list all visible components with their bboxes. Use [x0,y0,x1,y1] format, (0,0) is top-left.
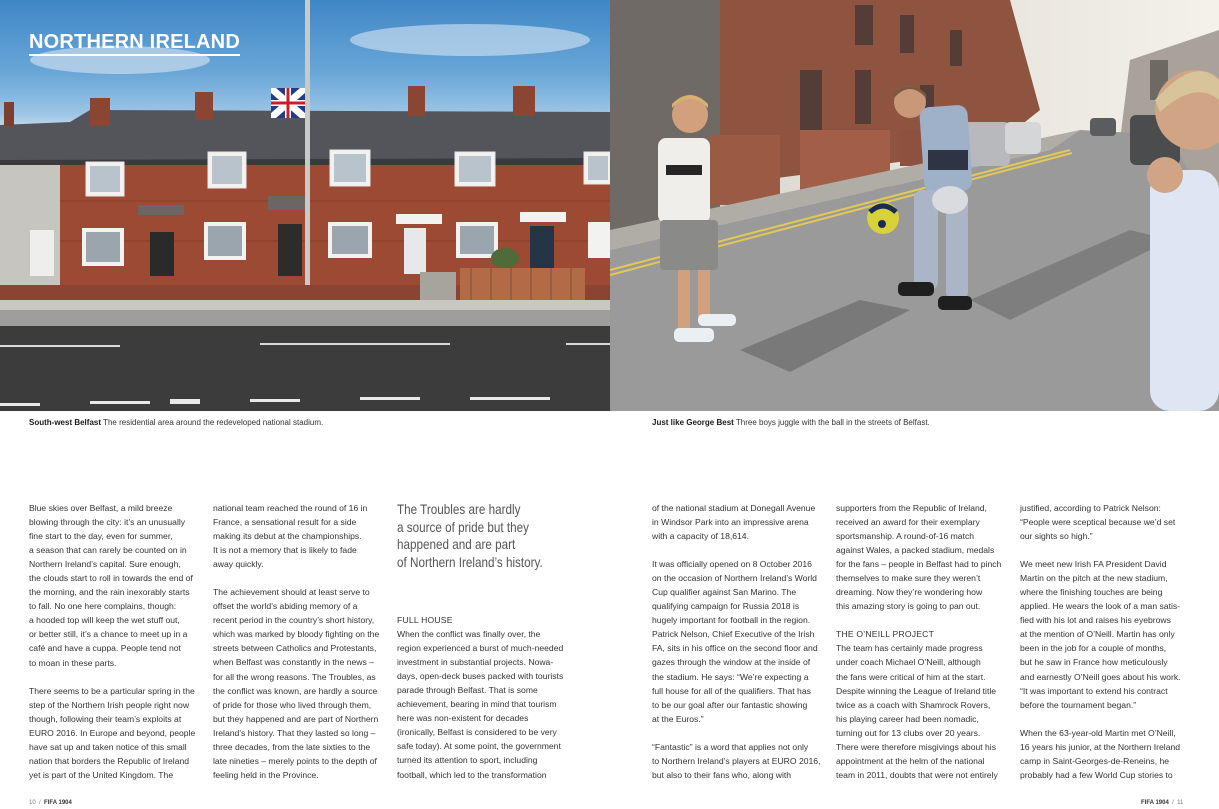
text-line: FA, sits in his office on the second floor and [652,643,818,654]
caption-left [29,417,323,428]
folio-separator-left: / [39,800,41,806]
text-line: Patrick Nelson, Chief Executive of the Irish [652,629,815,640]
text-line: on the occasion of Northern Ireland’s World [652,573,817,584]
subheading: FULL HOUSE [397,615,453,625]
text-line: fied with his lot and raises his eyebrows [1020,615,1171,626]
text-line: twice as a coach with Shamrock Rovers, [836,699,991,710]
text-line: The team has certainly made progress [836,643,983,654]
text-line: our sights so high.” [1020,531,1093,542]
paragraph [397,627,569,782]
paragraph-gap [836,613,1008,627]
text-line: here was non-existent for decades [397,713,529,724]
text-line: before the tournament began.” [1020,699,1137,710]
text-column-5 [836,501,1008,782]
text-line: have sat up and taken notice of this small [29,741,187,752]
paragraph-gap [1020,712,1192,726]
text-line: offset the world’s abiding memory of a [213,601,358,612]
text-line: full house for all of the qualifiers. That has [652,685,811,696]
text-line: this amazing story is going to pan out. [836,601,981,612]
text-line: Martin on the pitch at the new stadium, [1020,573,1168,584]
text-line: the fans were critical of him at the start. [836,671,986,682]
text-line: “It was important to extend his contract [1020,685,1168,696]
text-line: safe today). At some point, the government [397,741,561,752]
text-column-1 [29,501,201,782]
text-line: the clouds start to roll in towards the end of [29,573,193,584]
text-line: (ironically, Belfast is considered to be very [397,727,557,738]
text-line: It was officially opened on 8 October 2016 [652,559,812,570]
paragraph [652,740,824,782]
text-line: team in 2011, doubts that were not entirely [836,769,998,780]
text-line: sportsmanship. A round-of-16 match [836,531,975,542]
text-line: to Northern Ireland’s players at EURO 2016, [652,755,821,766]
paragraph-gap [652,726,824,740]
paragraph [29,501,201,670]
text-line: supporters from the Republic of Ireland, [836,503,987,513]
text-line: days, open-deck buses packed with tourists [397,671,564,682]
text-line: of pride for those who lived through them, [213,699,372,710]
subheading: THE O’NEILL PROJECT [836,629,935,640]
text-line: qualifying campaign for Russia 2018 is [652,601,800,612]
text-line: hugely important for football in the region. [652,615,811,626]
street-football-illustration [610,0,1219,411]
page-number-right: 11 [1177,800,1184,806]
text-line: There seems to be a particular spring in the [29,685,195,696]
text-line: 16 years his junior, at the Northern Ireland [1020,741,1181,752]
paragraph-gap [652,543,824,557]
paragraph-gap [29,670,201,684]
text-column-6 [1020,501,1192,782]
text-line: under coach Michael O’Neill, although [836,657,981,668]
text-line: achievement, bearing in mind that tourism [397,699,557,710]
text-column-4 [652,501,824,782]
text-line: When the 63-year-old Martin met O’Neill, [1020,727,1176,738]
text-line: region experienced a burst of much-needed [397,643,564,654]
text-line: themselves to make sure they weren’t [836,573,981,584]
text-line: making its debut at the championships. [213,531,362,542]
folio-right [1141,800,1183,806]
caption-right [652,417,930,428]
pull-quote-line: The Troubles are hardly [397,502,521,517]
text-line: applied. He wears the look of a man satis- [1020,601,1181,612]
caption-left-title: South-west Belfast [29,418,102,427]
text-line: Blue skies over Belfast, a mild breeze [29,503,173,513]
paragraph [652,501,824,543]
text-line: step of the Northern Irish people right now [29,699,190,710]
pull-quote-line: a source of pride but they [397,519,529,535]
text-line: national team reached the round of 16 in [213,503,368,513]
caption-right-title: Just like George Best [652,418,734,427]
folio-left [29,800,72,806]
paragraph [836,501,1008,613]
pull-quote [397,501,569,571]
football-icon [867,202,899,234]
text-line: away quickly. [213,559,264,570]
paragraph [652,557,824,726]
boy-right [1147,70,1219,411]
paragraph-gap [213,571,385,585]
text-line: against Wales, a packed stadium, medals [836,545,995,556]
text-line: nation that borders the Republic of Ireland [29,755,190,766]
paragraph [1020,501,1192,543]
text-line: to moan in these parts. [29,657,117,668]
text-line: feeling held in the Province. [213,769,319,780]
publication-name-right: FIFA 1904 [1141,800,1169,806]
publication-name-left: FIFA 1904 [44,800,72,806]
text-line: camp in Saint-Georges-de-Reneins, he [1020,755,1170,766]
text-line: to fall. No one here complains, though: [29,601,177,612]
text-line: yet is part of the United Kingdom. The [29,769,174,780]
text-line: EURO 2016. In Europe and beyond, people [29,727,196,738]
text-line: but they happened and are part of Northern [213,713,379,724]
paragraph [29,684,201,782]
text-line: where the finishing touches are being [1020,587,1163,598]
text-line: and earnestly O’Neill goes about his work. [1020,671,1181,682]
text-line: justified, according to Patrick Nelson: [1020,503,1161,513]
text-line: Despite winning the League of Ireland title [836,685,997,696]
text-line: three decades, from the late sixties to the [213,741,371,752]
text-line: The achievement should at least serve to [213,587,370,598]
text-line: but he saw in France how meticulously [1020,657,1168,668]
text-line: recent period in the country’s short history, [213,615,375,626]
text-line: a season that can rarely be counted on in [29,545,187,556]
text-line: turning out for 13 clubs over 20 years. [836,727,981,738]
text-line: France, a sensational result for a side [213,517,357,528]
text-line: late nineties – merely points to the depth of [213,755,377,766]
text-line: at the Euros.” [652,713,704,724]
text-line: for the fans – people in Belfast had to pinch [836,559,1002,570]
text-line: probably had a few World Cup stories to [1020,769,1173,780]
text-line: for all the wrong reasons. The Troubles, as [213,671,376,682]
photo-boys-juggling [610,0,1219,411]
text-line: dreaming. Now they’re wondering how [836,587,983,598]
caption-left-text: The residential area around the redeveloped national stadium. [101,418,324,427]
text-line: parade through Belfast. That is some [397,685,538,696]
text-line: fine start to the day, even for summer, [29,531,173,542]
text-line: or better still, it’s a chance to meet up in a [29,629,188,640]
pull-quote-line: happened and are part [397,537,516,553]
paragraph [213,585,385,782]
text-line: been in the job for a couple of months, [1020,643,1167,654]
text-line: to be our goal after our fantastic showing [652,699,808,710]
pull-quote-line: of Northern Ireland’s history. [397,554,543,570]
text-line: when Belfast was constantly in the news – [213,657,374,668]
text-line: at the mention of O’Neill. Martin has only [1020,629,1175,640]
text-line: football, which led to the transformation [397,769,547,780]
text-line: but also to their fans who, along with [652,769,792,780]
text-line: “Fantastic” is a word that applies not only [652,741,809,752]
text-line: the morning, and the rain inexorably starts [29,587,190,598]
union-flag-icon [271,88,305,118]
text-line: in Windsor Park into an impressive arena [652,517,809,528]
text-line: blowing through the city: it’s an unusually [29,517,186,528]
text-line: the conflict was known, are hardly a source [213,685,378,696]
text-line: a hooded top will keep the wet stuff out, [29,615,180,626]
paragraph [213,501,385,571]
text-line: “People were sceptical because we’d set [1020,517,1176,528]
text-line: of the national stadium at Donegall Avenue [652,503,816,513]
photo-south-west-belfast [0,0,610,411]
paragraph [836,641,1008,781]
text-line: Ireland’s history. That they lasted so long – [213,727,376,738]
text-line: his playing career had been nomadic, [836,713,979,724]
text-line: though, following their team’s exploits at [29,713,182,724]
text-line: which was marked by bloody fighting on the [213,629,380,640]
text-line: café and have a cuppa. People tend not [29,643,181,654]
text-line: gazes through the window at the inside of [652,657,811,668]
text-line: streets between Catholics and Protestants, [213,643,377,654]
text-line: the stadium. He says: “We’re expecting a [652,671,809,682]
text-line: received an award for their exemplary [836,517,980,528]
text-line: Northern Ireland’s capital. Sure enough, [29,559,181,570]
page-number-left: 10 [29,800,36,806]
text-line: We meet new Irish FA President David [1020,559,1167,570]
text-line: It is not a memory that is likely to fade [213,545,357,556]
text-column-3 [397,613,569,782]
section-title: NORTHERN IRELAND [29,31,240,56]
text-line: Cup qualifier against San Marino. The [652,587,797,598]
terrace-houses-illustration [0,0,610,411]
text-line: investment in substantial projects. Nowa- [397,657,554,668]
caption-right-text: Three boys juggle with the ball in the streets of Belfast. [733,418,930,427]
text-line: appointment at the helm of the national [836,755,985,766]
paragraph [1020,726,1192,782]
text-column-2 [213,501,385,782]
paragraph [1020,557,1192,712]
text-line: with a capacity of 18,614. [652,531,749,542]
text-line: turned its attention to sport, including [397,755,538,766]
text-line: When the conflict was finally over, the [397,629,541,640]
text-line: There were therefore misgivings about his [836,741,997,752]
paragraph-gap [1020,543,1192,557]
folio-separator-right: / [1172,800,1174,806]
